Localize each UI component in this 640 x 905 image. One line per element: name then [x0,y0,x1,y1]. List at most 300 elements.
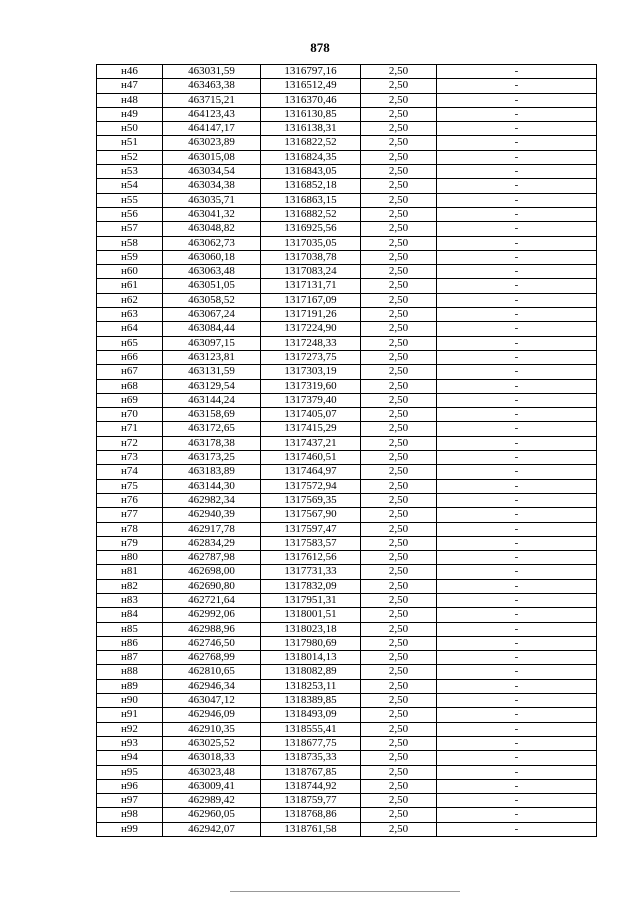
note-cell: - [437,207,597,221]
y-coordinate-cell: 1318768,86 [261,808,361,822]
point-id-cell: н47 [97,79,163,93]
x-coordinate-cell: 462960,05 [163,808,261,822]
note-cell: - [437,350,597,364]
table-row [97,608,597,622]
error-value-cell: 2,50 [361,265,437,279]
error-value-cell: 2,50 [361,436,437,450]
x-coordinate-cell: 463178,38 [163,436,261,450]
table-row [97,551,597,565]
table-row [97,722,597,736]
note-cell: - [437,593,597,607]
table-row [97,493,597,507]
x-coordinate-cell: 463015,08 [163,150,261,164]
x-coordinate-cell: 463035,71 [163,193,261,207]
error-value-cell: 2,50 [361,794,437,808]
error-value-cell: 2,50 [361,451,437,465]
y-coordinate-cell: 1317319,60 [261,379,361,393]
table-row [97,465,597,479]
point-id-cell: н52 [97,150,163,164]
y-coordinate-cell: 1318014,13 [261,651,361,665]
error-value-cell: 2,50 [361,236,437,250]
note-cell: - [437,107,597,121]
table-row [97,808,597,822]
table-row [97,393,597,407]
point-id-cell: н97 [97,794,163,808]
error-value-cell: 2,50 [361,722,437,736]
x-coordinate-cell: 463034,54 [163,165,261,179]
error-value-cell: 2,50 [361,379,437,393]
error-value-cell: 2,50 [361,165,437,179]
point-id-cell: н95 [97,765,163,779]
note-cell: - [437,408,597,422]
x-coordinate-cell: 462946,09 [163,708,261,722]
x-coordinate-cell: 462787,98 [163,551,261,565]
error-value-cell: 2,50 [361,651,437,665]
x-coordinate-cell: 463084,44 [163,322,261,336]
note-cell: - [437,279,597,293]
note-cell: - [437,722,597,736]
point-id-cell: н61 [97,279,163,293]
x-coordinate-cell: 462834,29 [163,536,261,550]
error-value-cell: 2,50 [361,536,437,550]
x-coordinate-cell: 463058,52 [163,293,261,307]
x-coordinate-cell: 462988,96 [163,622,261,636]
point-id-cell: н54 [97,179,163,193]
x-coordinate-cell: 463067,24 [163,308,261,322]
point-id-cell: н79 [97,536,163,550]
table-row [97,565,597,579]
coordinates-table-body [97,65,597,837]
note-cell: - [437,422,597,436]
y-coordinate-cell: 1317437,21 [261,436,361,450]
note-cell: - [437,779,597,793]
table-row [97,207,597,221]
x-coordinate-cell: 462746,50 [163,636,261,650]
y-coordinate-cell: 1317572,94 [261,479,361,493]
point-id-cell: н65 [97,336,163,350]
note-cell: - [437,93,597,107]
y-coordinate-cell: 1317224,90 [261,322,361,336]
error-value-cell: 2,50 [361,322,437,336]
note-cell: - [437,222,597,236]
point-id-cell: н88 [97,665,163,679]
table-row [97,651,597,665]
y-coordinate-cell: 1317569,35 [261,493,361,507]
error-value-cell: 2,50 [361,479,437,493]
note-cell: - [437,150,597,164]
note-cell: - [437,179,597,193]
table-row [97,408,597,422]
table-row [97,250,597,264]
x-coordinate-cell: 463025,52 [163,736,261,750]
point-id-cell: н71 [97,422,163,436]
point-id-cell: н82 [97,579,163,593]
point-id-cell: н66 [97,350,163,364]
y-coordinate-cell: 1317379,40 [261,393,361,407]
point-id-cell: н76 [97,493,163,507]
y-coordinate-cell: 1317248,33 [261,336,361,350]
point-id-cell: н86 [97,636,163,650]
x-coordinate-cell: 462768,99 [163,651,261,665]
point-id-cell: н96 [97,779,163,793]
table-row [97,322,597,336]
x-coordinate-cell: 462690,80 [163,579,261,593]
note-cell: - [437,736,597,750]
x-coordinate-cell: 463063,48 [163,265,261,279]
table-row [97,365,597,379]
y-coordinate-cell: 1317167,09 [261,293,361,307]
point-id-cell: н80 [97,551,163,565]
table-row [97,222,597,236]
note-cell: - [437,508,597,522]
point-id-cell: н83 [97,593,163,607]
y-coordinate-cell: 1316824,35 [261,150,361,164]
point-id-cell: н53 [97,165,163,179]
error-value-cell: 2,50 [361,522,437,536]
error-value-cell: 2,50 [361,408,437,422]
point-id-cell: н87 [97,651,163,665]
error-value-cell: 2,50 [361,822,437,836]
error-value-cell: 2,50 [361,736,437,750]
point-id-cell: н85 [97,622,163,636]
error-value-cell: 2,50 [361,136,437,150]
y-coordinate-cell: 1316370,46 [261,93,361,107]
x-coordinate-cell: 462810,65 [163,665,261,679]
error-value-cell: 2,50 [361,779,437,793]
x-coordinate-cell: 463048,82 [163,222,261,236]
table-row [97,65,597,79]
point-id-cell: н69 [97,393,163,407]
note-cell: - [437,479,597,493]
note-cell: - [437,436,597,450]
table-row [97,350,597,364]
y-coordinate-cell: 1317415,29 [261,422,361,436]
point-id-cell: н55 [97,193,163,207]
x-coordinate-cell: 463131,59 [163,365,261,379]
y-coordinate-cell: 1316925,56 [261,222,361,236]
y-coordinate-cell: 1318555,41 [261,722,361,736]
y-coordinate-cell: 1316863,15 [261,193,361,207]
x-coordinate-cell: 463097,15 [163,336,261,350]
point-id-cell: н93 [97,736,163,750]
error-value-cell: 2,50 [361,679,437,693]
table-row [97,679,597,693]
x-coordinate-cell: 463051,05 [163,279,261,293]
table-row [97,308,597,322]
point-id-cell: н51 [97,136,163,150]
error-value-cell: 2,50 [361,694,437,708]
point-id-cell: н50 [97,122,163,136]
y-coordinate-cell: 1317980,69 [261,636,361,650]
error-value-cell: 2,50 [361,636,437,650]
point-id-cell: н73 [97,451,163,465]
y-coordinate-cell: 1316512,49 [261,79,361,93]
table-row [97,336,597,350]
x-coordinate-cell: 463041,32 [163,207,261,221]
error-value-cell: 2,50 [361,565,437,579]
note-cell: - [437,293,597,307]
x-coordinate-cell: 463183,89 [163,465,261,479]
table-row [97,93,597,107]
x-coordinate-cell: 462917,78 [163,522,261,536]
x-coordinate-cell: 462982,34 [163,493,261,507]
table-row [97,279,597,293]
point-id-cell: н70 [97,408,163,422]
x-coordinate-cell: 463047,12 [163,694,261,708]
y-coordinate-cell: 1316822,52 [261,136,361,150]
table-row [97,522,597,536]
point-id-cell: н63 [97,308,163,322]
x-coordinate-cell: 463158,69 [163,408,261,422]
note-cell: - [437,822,597,836]
y-coordinate-cell: 1317567,90 [261,508,361,522]
error-value-cell: 2,50 [361,279,437,293]
coordinates-table [96,64,597,837]
note-cell: - [437,765,597,779]
x-coordinate-cell: 462698,00 [163,565,261,579]
y-coordinate-cell: 1317303,19 [261,365,361,379]
y-coordinate-cell: 1317612,56 [261,551,361,565]
y-coordinate-cell: 1318001,51 [261,608,361,622]
table-row [97,694,597,708]
point-id-cell: н64 [97,322,163,336]
point-id-cell: н62 [97,293,163,307]
y-coordinate-cell: 1318023,18 [261,622,361,636]
error-value-cell: 2,50 [361,551,437,565]
point-id-cell: н94 [97,751,163,765]
note-cell: - [437,250,597,264]
point-id-cell: н99 [97,822,163,836]
y-coordinate-cell: 1316882,52 [261,207,361,221]
note-cell: - [437,536,597,550]
x-coordinate-cell: 463062,73 [163,236,261,250]
table-row [97,622,597,636]
y-coordinate-cell: 1316852,18 [261,179,361,193]
error-value-cell: 2,50 [361,593,437,607]
point-id-cell: н67 [97,365,163,379]
x-coordinate-cell: 462946,34 [163,679,261,693]
note-cell: - [437,136,597,150]
x-coordinate-cell: 463715,21 [163,93,261,107]
note-cell: - [437,365,597,379]
note-cell: - [437,651,597,665]
table-row [97,179,597,193]
error-value-cell: 2,50 [361,708,437,722]
y-coordinate-cell: 1317951,31 [261,593,361,607]
table-row [97,422,597,436]
note-cell: - [437,808,597,822]
error-value-cell: 2,50 [361,336,437,350]
point-id-cell: н68 [97,379,163,393]
table-row [97,379,597,393]
x-coordinate-cell: 462721,64 [163,593,261,607]
y-coordinate-cell: 1317191,26 [261,308,361,322]
note-cell: - [437,65,597,79]
y-coordinate-cell: 1316797,16 [261,65,361,79]
x-coordinate-cell: 463172,65 [163,422,261,436]
note-cell: - [437,579,597,593]
y-coordinate-cell: 1318767,85 [261,765,361,779]
error-value-cell: 2,50 [361,422,437,436]
point-id-cell: н77 [97,508,163,522]
point-id-cell: н74 [97,465,163,479]
table-row [97,708,597,722]
error-value-cell: 2,50 [361,222,437,236]
note-cell: - [437,265,597,279]
x-coordinate-cell: 463129,54 [163,379,261,393]
point-id-cell: н84 [97,608,163,622]
error-value-cell: 2,50 [361,179,437,193]
note-cell: - [437,193,597,207]
point-id-cell: н91 [97,708,163,722]
error-value-cell: 2,50 [361,665,437,679]
table-row [97,193,597,207]
x-coordinate-cell: 463009,41 [163,779,261,793]
table-row [97,779,597,793]
y-coordinate-cell: 1317035,05 [261,236,361,250]
error-value-cell: 2,50 [361,808,437,822]
table-row [97,451,597,465]
x-coordinate-cell: 463034,38 [163,179,261,193]
x-coordinate-cell: 463023,48 [163,765,261,779]
error-value-cell: 2,50 [361,107,437,121]
x-coordinate-cell: 463173,25 [163,451,261,465]
table-row [97,508,597,522]
table-row [97,265,597,279]
table-row [97,479,597,493]
point-id-cell: н46 [97,65,163,79]
y-coordinate-cell: 1317038,78 [261,250,361,264]
note-cell: - [437,465,597,479]
table-row [97,107,597,121]
note-cell: - [437,751,597,765]
y-coordinate-cell: 1317583,57 [261,536,361,550]
error-value-cell: 2,50 [361,365,437,379]
x-coordinate-cell: 463023,89 [163,136,261,150]
y-coordinate-cell: 1317083,24 [261,265,361,279]
error-value-cell: 2,50 [361,93,437,107]
note-cell: - [437,393,597,407]
point-id-cell: н60 [97,265,163,279]
x-coordinate-cell: 463060,18 [163,250,261,264]
point-id-cell: н56 [97,207,163,221]
note-cell: - [437,122,597,136]
x-coordinate-cell: 464123,43 [163,107,261,121]
error-value-cell: 2,50 [361,308,437,322]
x-coordinate-cell: 462989,42 [163,794,261,808]
point-id-cell: н49 [97,107,163,121]
table-row [97,665,597,679]
point-id-cell: н98 [97,808,163,822]
note-cell: - [437,636,597,650]
x-coordinate-cell: 462992,06 [163,608,261,622]
table-row [97,293,597,307]
table-row [97,636,597,650]
y-coordinate-cell: 1318493,09 [261,708,361,722]
point-id-cell: н90 [97,694,163,708]
note-cell: - [437,451,597,465]
error-value-cell: 2,50 [361,65,437,79]
y-coordinate-cell: 1316138,31 [261,122,361,136]
error-value-cell: 2,50 [361,350,437,364]
y-coordinate-cell: 1317731,33 [261,565,361,579]
point-id-cell: н48 [97,93,163,107]
table-row [97,765,597,779]
error-value-cell: 2,50 [361,465,437,479]
y-coordinate-cell: 1317832,09 [261,579,361,593]
footer-rule [230,891,460,892]
table-row [97,794,597,808]
x-coordinate-cell: 463031,59 [163,65,261,79]
x-coordinate-cell: 464147,17 [163,122,261,136]
note-cell: - [437,708,597,722]
x-coordinate-cell: 463018,33 [163,751,261,765]
error-value-cell: 2,50 [361,493,437,507]
point-id-cell: н92 [97,722,163,736]
page-number: 878 [310,40,330,55]
y-coordinate-cell: 1318735,33 [261,751,361,765]
note-cell: - [437,236,597,250]
error-value-cell: 2,50 [361,579,437,593]
x-coordinate-cell: 462942,07 [163,822,261,836]
y-coordinate-cell: 1318082,89 [261,665,361,679]
y-coordinate-cell: 1316130,85 [261,107,361,121]
error-value-cell: 2,50 [361,79,437,93]
table-row [97,79,597,93]
x-coordinate-cell: 463144,30 [163,479,261,493]
table-row [97,751,597,765]
y-coordinate-cell: 1318389,85 [261,694,361,708]
note-cell: - [437,308,597,322]
table-row [97,436,597,450]
table-row [97,165,597,179]
x-coordinate-cell: 463463,38 [163,79,261,93]
table-row [97,593,597,607]
error-value-cell: 2,50 [361,150,437,164]
error-value-cell: 2,50 [361,193,437,207]
error-value-cell: 2,50 [361,765,437,779]
point-id-cell: н57 [97,222,163,236]
point-id-cell: н58 [97,236,163,250]
y-coordinate-cell: 1318744,92 [261,779,361,793]
note-cell: - [437,322,597,336]
point-id-cell: н81 [97,565,163,579]
y-coordinate-cell: 1317597,47 [261,522,361,536]
error-value-cell: 2,50 [361,393,437,407]
note-cell: - [437,608,597,622]
note-cell: - [437,565,597,579]
y-coordinate-cell: 1318253,11 [261,679,361,693]
table-row [97,236,597,250]
note-cell: - [437,493,597,507]
x-coordinate-cell: 462910,35 [163,722,261,736]
error-value-cell: 2,50 [361,751,437,765]
x-coordinate-cell: 463144,24 [163,393,261,407]
table-row [97,822,597,836]
table-row [97,579,597,593]
point-id-cell: н59 [97,250,163,264]
note-cell: - [437,522,597,536]
note-cell: - [437,622,597,636]
point-id-cell: н72 [97,436,163,450]
table-row [97,536,597,550]
y-coordinate-cell: 1317131,71 [261,279,361,293]
y-coordinate-cell: 1318677,75 [261,736,361,750]
y-coordinate-cell: 1316843,05 [261,165,361,179]
y-coordinate-cell: 1317405,07 [261,408,361,422]
y-coordinate-cell: 1317464,97 [261,465,361,479]
note-cell: - [437,551,597,565]
